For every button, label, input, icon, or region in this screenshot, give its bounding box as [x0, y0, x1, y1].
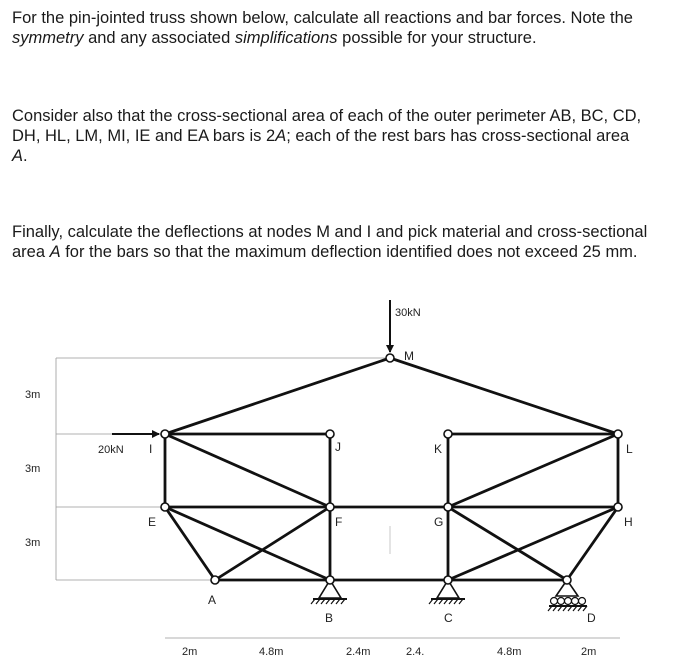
para2-line3-tail: . — [23, 147, 28, 165]
span-label-5: 4.8m — [497, 646, 522, 658]
member-IF — [165, 434, 330, 507]
member-ML — [390, 358, 618, 434]
label-A: A — [208, 593, 217, 607]
span-label-3: 2.4m — [346, 646, 371, 658]
member-DG — [448, 507, 567, 580]
para2-area-symbol: A — [275, 127, 287, 145]
para2-line3 — [12, 146, 696, 166]
para3-line2-head: area — [12, 243, 50, 261]
member-LG — [448, 434, 618, 507]
joint-G — [444, 503, 452, 511]
joint-H — [614, 503, 622, 511]
para2-line2-tail: ; each of the rest bars has cross-sectional area — [286, 127, 630, 145]
label-H: H — [624, 515, 633, 529]
problem-paragraph-1 — [12, 8, 696, 48]
label-C: C — [444, 611, 453, 625]
problem-paragraph-3 — [12, 222, 696, 262]
truss-diagram — [0, 296, 700, 664]
label-B: B — [325, 611, 334, 625]
label-F: F — [335, 515, 343, 529]
dimension-labels — [25, 389, 596, 658]
para1-line2-text-b: possible for your structure. — [337, 29, 537, 47]
label-G: G — [434, 515, 444, 529]
emphasis-symmetry: symmetry — [12, 29, 84, 47]
node-labels — [148, 349, 633, 625]
joint-D — [563, 576, 571, 584]
member-IM — [165, 358, 390, 434]
joint-B — [326, 576, 334, 584]
support-D-rollers — [551, 598, 586, 605]
para1-line1: For the pin-jointed truss shown below, calculate all reactions and bar forces. Note the — [12, 9, 633, 27]
para3-area-symbol: A — [49, 243, 61, 261]
span-label-2: 4.8m — [259, 646, 284, 658]
label-K: K — [434, 442, 443, 456]
label-I: I — [149, 442, 153, 456]
label-E: E — [148, 515, 157, 529]
para1-line2 — [12, 28, 696, 48]
para3-line2-tail: for the bars so that the maximum deflection identified does not exceed 25 mm. — [60, 243, 638, 261]
label-J: J — [335, 440, 341, 454]
height-label-top: 3m — [25, 389, 41, 401]
joint-C — [444, 576, 452, 584]
joint-L — [614, 430, 622, 438]
label-D: D — [587, 611, 596, 625]
joints — [161, 354, 622, 584]
joint-K — [444, 430, 452, 438]
load-label-vertical: 30kN — [395, 307, 421, 319]
problem-paragraph-2 — [12, 106, 696, 166]
label-L: L — [626, 442, 633, 456]
height-label-bottom: 3m — [25, 537, 41, 549]
span-label-1: 2m — [182, 646, 198, 658]
label-M: M — [404, 349, 414, 363]
span-label-6: 2m — [581, 646, 597, 658]
para3-line1: Finally, calculate the deflections at nodes M and I and pick material and cross-sectional — [12, 223, 648, 241]
load-label-horizontal: 20kN — [98, 444, 124, 456]
para2-line2-head: DH, HL, LM, MI, IE and EA bars is 2 — [12, 127, 276, 145]
joint-A — [211, 576, 219, 584]
joint-M — [386, 354, 394, 362]
joint-J — [326, 430, 334, 438]
joint-I — [161, 430, 169, 438]
emphasis-simplifications: simplifications — [234, 29, 338, 47]
para2-line1: Consider also that the cross-sectional area of each of the outer perimeter AB, BC, CD, — [12, 107, 642, 125]
member-AF — [215, 507, 330, 580]
height-label-middle: 3m — [25, 463, 41, 475]
joint-E — [161, 503, 169, 511]
joint-F — [326, 503, 334, 511]
span-label-4: 2.4. — [406, 646, 425, 658]
para2-area-symbol-2: A — [12, 147, 24, 165]
para3-line2 — [12, 242, 696, 262]
para2-line2 — [12, 126, 696, 146]
truss-members — [165, 358, 618, 580]
para1-line2-text-a: and any associated — [83, 29, 235, 47]
